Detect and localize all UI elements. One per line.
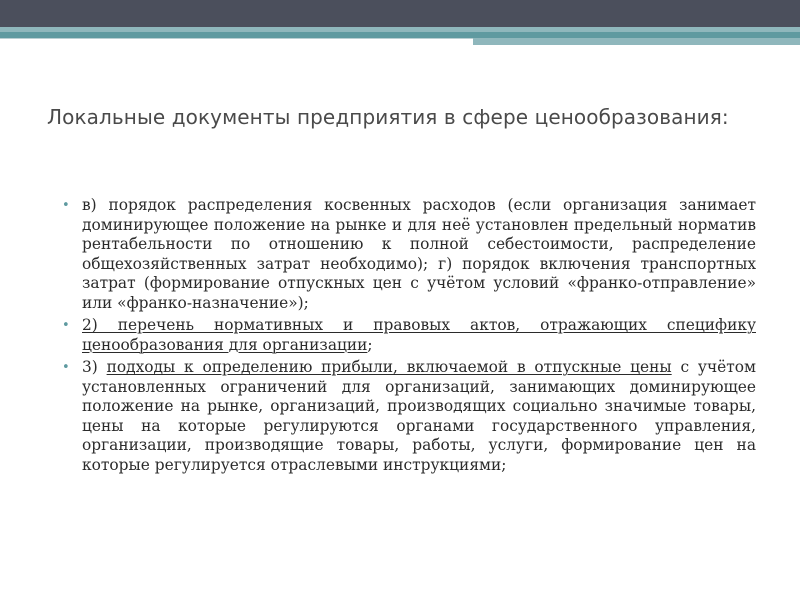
accent-line	[0, 38, 473, 39]
slide-content	[62, 196, 756, 478]
item-underlined-text: подходы к определению прибыли, включаемой в отпускные цены	[106, 358, 672, 376]
item-prefix: 3)	[82, 358, 107, 376]
item-text: в) порядок распределения косвенных расходов (если организация занимает доминирующее положение на рынке и для неё установлен предельный норматив рентабельности по отношению к полной себестоимости, распределение общехозяйственных затрат необходимо); г) порядок включения транспортных затрат (формирование отпускных цен с учётом условий «франко-отправление» или «франко-назначение»);	[82, 196, 756, 312]
accent-bar	[473, 38, 800, 45]
item-text: с учётом установленных ограничений для организаций, занимающих доминирующее положение на рынке, организаций, производящих социально значимые товары, цены на которые регулируются органами государственного управления, организации, производящие товары, работы, услуги, формирование цен на которые регулируется отраслевыми инструкциями;	[82, 358, 756, 474]
bullet-icon: •	[62, 198, 70, 213]
list-item	[62, 196, 756, 313]
bullet-icon: •	[62, 318, 70, 333]
list-item	[62, 316, 756, 355]
item-text: ;	[367, 335, 373, 354]
list-item	[62, 358, 756, 475]
bullet-icon: •	[62, 360, 70, 375]
item-underlined-text: 2) перечень нормативных и правовых актов, отражающих специфику ценообразования для организации	[82, 316, 756, 354]
top-dark-bar	[0, 0, 800, 27]
slide-title: Локальные документы предприятия в сфере ценообразования:	[47, 105, 729, 129]
